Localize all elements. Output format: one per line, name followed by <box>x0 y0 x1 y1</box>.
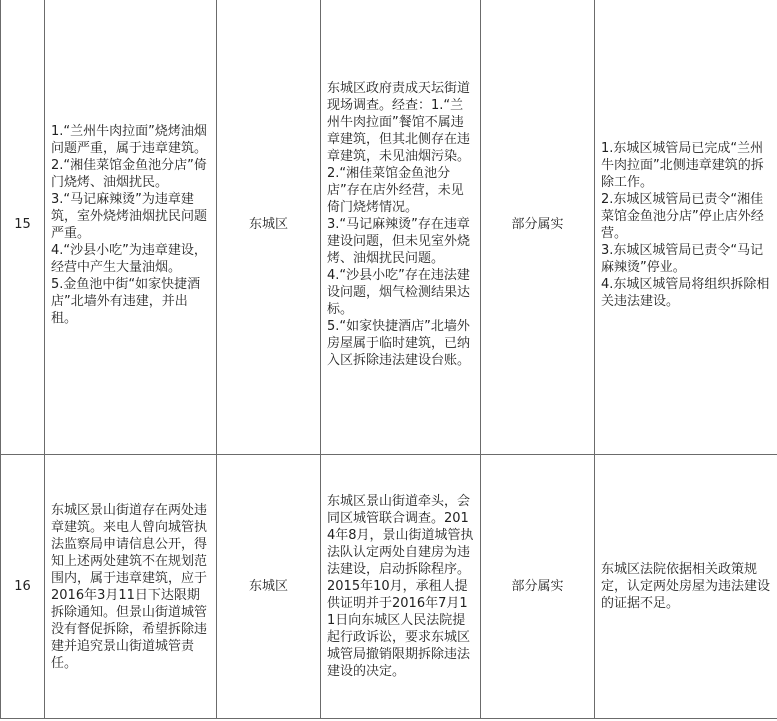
row-number: 15 <box>1 0 45 455</box>
verdict-cell: 部分属实 <box>481 455 595 719</box>
issue-cell: 1.“兰州牛肉拉面”烧烤油烟问题严重，属于违章建筑。 2.“湘佳菜馆金鱼池分店”倚门烧烤、油烟扰民。 3.“马记麻辣烫”为违章建筑，室外烧烤油烟扰民问题严重。 4.“沙县小吃”为违章建设，经营中产生大量油烟。 5.金鱼池中街“如家快捷酒店”北墙外有违建，并出租。 <box>45 0 217 455</box>
table-row <box>1 455 777 719</box>
issue-cell: 东城区景山街道存在两处违章建筑。来电人曾向城管执法监察局申请信息公开，得知上述两处建筑不在规划范围内，属于违章建筑，应于2016年3月11日下达限期拆除通知。但景山街道城管没有督促拆除，希望拆除违建并追究景山街道城管责任。 <box>45 455 217 719</box>
handling-cell: 东城区法院依据相关政策规定，认定两处房屋为违法建设的证据不足。 <box>595 455 777 719</box>
table-row <box>1 0 777 455</box>
district-cell: 东城区 <box>217 455 321 719</box>
row-number: 16 <box>1 455 45 719</box>
district-cell: 东城区 <box>217 0 321 455</box>
verdict-cell: 部分属实 <box>481 0 595 455</box>
handling-cell: 1.东城区城管局已完成“兰州牛肉拉面”北侧违章建筑的拆除工作。 2.东城区城管局已责令“湘佳菜馆金鱼池分店”停止店外经营。 3.东城区城管局已责令“马记麻辣烫”停业。 4.东城区城管局将组织拆除相关违法建设。 <box>595 0 777 455</box>
investigation-cell: 东城区政府责成天坛街道现场调查。经查：1.“兰州牛肉拉面”餐馆不属违章建筑，但其北侧存在违章建筑，未见油烟污染。 2.“湘佳菜馆金鱼池分店”存在店外经营，未见倚门烧烤情况。 3.“马记麻辣烫”存在违章建设问题，但未见室外烧烤、油烟扰民问题。 4.“沙县小吃”存在违法建设问题，烟气检测结果达标。 5.“如家快捷酒店”北墙外房屋属于临时建筑，已纳入区拆除违法建设台账。 <box>321 0 481 455</box>
investigation-cell: 东城区景山街道牵头，会同区城管联合调查。2014年8月，景山街道城管执法队认定两处自建房为违法建设，启动拆除程序。2015年10月，承租人提供证明并于2016年7月11日向东城区人民法院提起行政诉讼，要求东城区城管局撤销限期拆除违法建设的决定。 <box>321 455 481 719</box>
